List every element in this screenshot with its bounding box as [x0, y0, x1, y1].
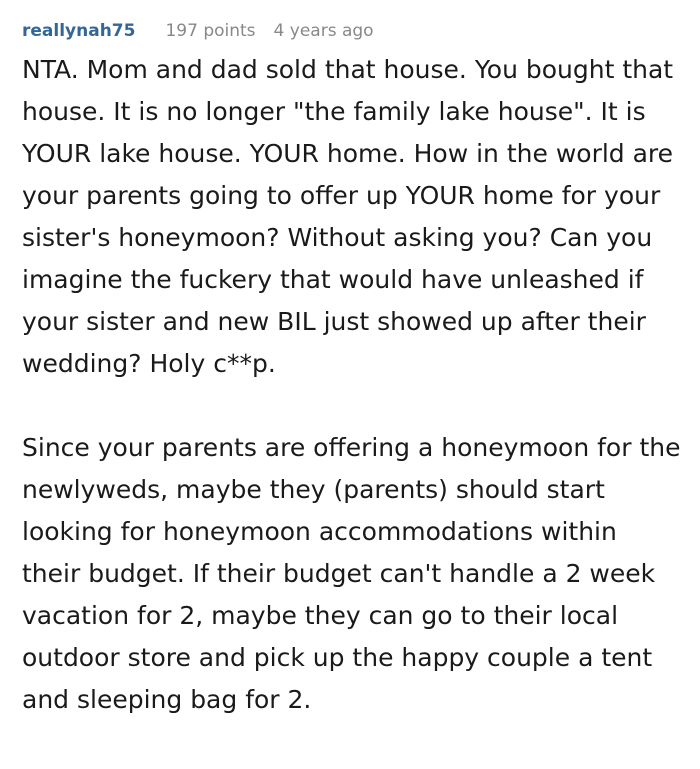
- comment-body: [22, 49, 682, 721]
- comment-paragraph-1: NTA. Mom and dad sold that house. You bought that house. It is no longer "the family lake house". It is YOUR lake house. YOUR home. How in the world are your parents going to offer up YOUR home for your sister's honeymoon? Without asking you? Can you imagine the fuckery that would have unleashed if your sister and new BIL just showed up after their wedding? Holy c**p.: [22, 55, 674, 378]
- comment-timestamp: 4 years ago: [273, 21, 374, 41]
- comment-meta: [22, 20, 374, 42]
- comment-points: 197 points: [165, 21, 256, 41]
- comment-paragraph-2: Since your parents are offering a honeymoon for the newlyweds, maybe they (parents) should start looking for honeymoon accommodations within their budget. If their budget can't handle a 2 week vacation for 2, maybe they can go to their local outdoor store and pick up the happy couple a tent and sleeping bag for 2.: [22, 433, 681, 714]
- comment-author-link[interactable]: reallynah75: [22, 21, 136, 41]
